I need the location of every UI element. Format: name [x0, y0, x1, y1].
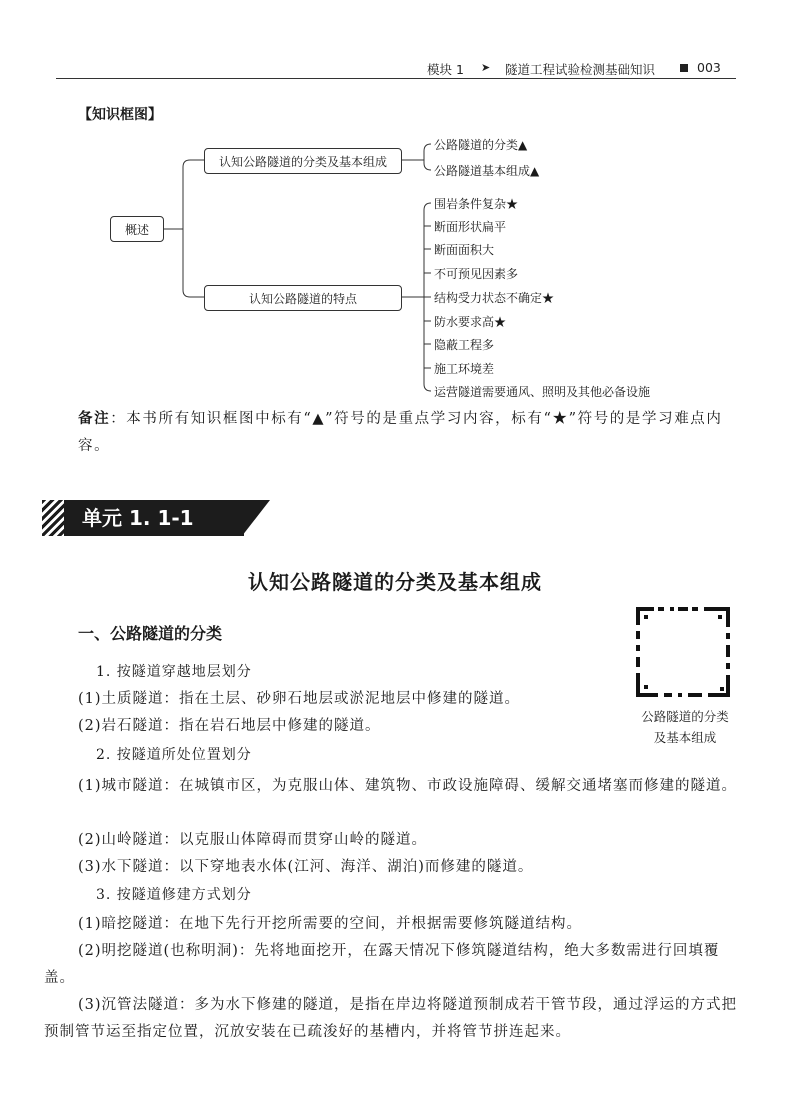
- paragraph: (1)城市隧道：在城镇市区，为克服山体、建筑物、市政设施障碍、缓解交通堵塞而修建的隧道。: [78, 778, 738, 794]
- unit-title: 单元 1. 1-1: [64, 500, 244, 536]
- mindmap-branch-characteristics: 认知公路隧道的特点: [204, 285, 402, 311]
- note-label: 备注: [78, 411, 111, 427]
- mindmap-leaf: 施工环境差: [434, 362, 495, 376]
- mindmap-leaf: 不可预见因素多: [434, 267, 519, 281]
- mindmap-leaf: 围岩条件复杂★: [434, 197, 519, 211]
- subheading-strata: 1. 按隧道穿越地层划分: [96, 664, 252, 680]
- header-arrow-icon: ➤: [481, 61, 491, 74]
- section-title: 一、公路隧道的分类: [78, 624, 223, 643]
- unit-heading: 认知公路隧道的分类及基本组成: [248, 570, 542, 594]
- mindmap-root: 概述: [110, 216, 164, 242]
- paragraph: (3)沉管法隧道：多为水下修建的隧道，是指在岸边将隧道预制成若干管节段，通过浮运的方式把预制管节运至指定位置，沉放安装在已疏浚好的基槽内，并将管节拼连起来。: [44, 997, 738, 1040]
- note-paragraph: [78, 406, 738, 460]
- mindmap-branch-classification: 认知公路隧道的分类及基本组成: [204, 148, 402, 174]
- mindmap-leaf: 断面形状扁平: [434, 220, 507, 234]
- header-module: 模块 1: [427, 62, 464, 77]
- paragraph: (3)水下隧道：以下穿地表水体(江河、海洋、湖泊)而修建的隧道。: [78, 859, 534, 875]
- mindmap-leaf: 防水要求高★: [434, 315, 507, 329]
- mindmap-leaf: 隐蔽工程多: [434, 338, 495, 352]
- mindmap-leaf: 断面面积大: [434, 243, 495, 257]
- page-number: 003: [697, 60, 721, 75]
- paragraph: (2)山岭隧道：以克服山体障碍而贯穿山岭的隧道。: [78, 832, 428, 848]
- mindmap-leaf: 公路隧道基本组成▲: [434, 164, 540, 178]
- subheading-location: 2. 按隧道所处位置划分: [96, 747, 252, 763]
- paragraph: (1)土质隧道：指在土层、砂卵石地层或淤泥地层中修建的隧道。: [78, 691, 521, 707]
- note-text: ：本书所有知识框图中标有“▲”符号的是重点学习内容，标有“★”符号的是学习难点内容。: [78, 411, 723, 454]
- mindmap-connectors: [0, 0, 790, 420]
- subheading-method: 3. 按隧道修建方式划分: [96, 887, 252, 903]
- paragraph: (2)明挖隧道(也称明洞)：先将地面挖开，在露天情况下修筑隧道结构，绝大多数需进行回填覆盖。: [44, 943, 720, 986]
- paragraph: (1)暗挖隧道：在地下先行开挖所需要的空间，并根据需要修筑隧道结构。: [78, 916, 583, 932]
- header-title: 隧道工程试验检测基础知识: [505, 62, 656, 77]
- knowledge-map-label: 【知识框图】: [78, 107, 162, 123]
- mindmap-leaf: 结构受力状态不确定★: [434, 291, 555, 305]
- banner-arrow-shape: [242, 500, 270, 536]
- mindmap-leaf: 运营隧道需要通风、照明及其他必备设施: [434, 385, 651, 399]
- mindmap-leaf: 公路隧道的分类▲: [434, 138, 528, 152]
- qr-caption-line1: 公路隧道的分类: [641, 709, 729, 724]
- paragraph: (2)岩石隧道：指在岩石地层中修建的隧道。: [78, 718, 381, 734]
- qr-caption-line2: 及基本组成: [653, 730, 717, 745]
- banner-stripes: [42, 500, 64, 536]
